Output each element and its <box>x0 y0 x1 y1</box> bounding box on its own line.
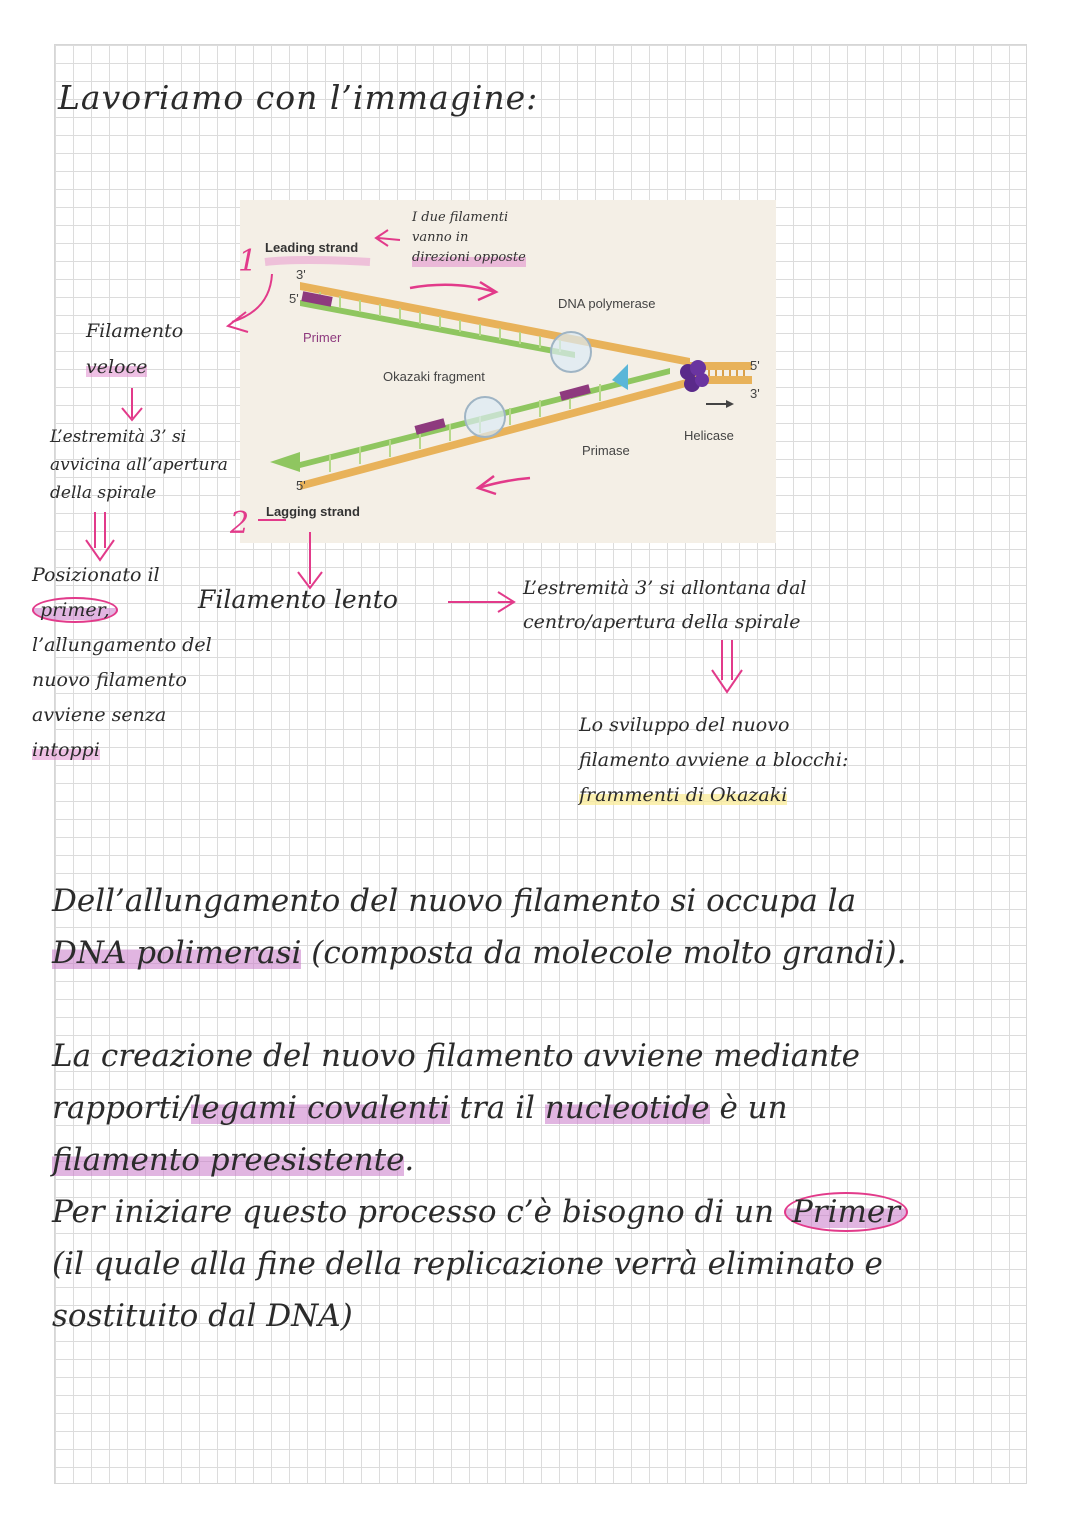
three-end-line-2: avvicina all’apertura <box>50 455 228 475</box>
slow-strand-text: Filamento lento <box>198 585 398 614</box>
development-line-1: Lo sviluppo del nuovo <box>579 714 790 736</box>
para2-line-4: Per iniziare questo processo c’è bisogno di un <box>52 1194 784 1230</box>
primase-label: Primase <box>582 443 630 458</box>
helicase-label: Helicase <box>684 428 734 443</box>
lagging-five-prime: 5' <box>296 478 306 493</box>
helicase-arrowhead <box>726 400 734 408</box>
pen-arrow-right <box>410 285 495 292</box>
paragraph-polymerase <box>52 875 906 979</box>
right-note-bottom <box>579 708 848 813</box>
dna-polymerase-lower <box>465 397 505 437</box>
direction-note-line-2: vanno in <box>412 230 469 245</box>
primer-label: Primer <box>303 330 342 345</box>
right-note-line-1: L’estremità 3’ si allontana dal <box>523 577 807 599</box>
three-end-line-3: della spirale <box>50 483 157 503</box>
fast-strand-word-2: veloce <box>86 356 148 378</box>
para1-line-1: Dell’allungamento del nuovo filamento si occupa la <box>52 883 857 919</box>
duplex-three-prime: 3' <box>750 386 760 401</box>
para1-line-2-rest: (composta da molecole molto grandi). <box>301 935 907 971</box>
primer-note-line-1: Posizionato il <box>32 564 160 586</box>
nucleotide-text: nucleotide <box>544 1090 710 1126</box>
marker-two: 2 <box>230 506 250 541</box>
three-end-note <box>50 423 228 507</box>
fast-strand-word-1: Filamento <box>86 320 184 342</box>
primer-word: primer, <box>32 597 118 623</box>
lagging-strand-label: Lagging strand <box>266 504 360 519</box>
direction-note-line-1: I due filamenti <box>412 210 509 225</box>
direction-note <box>412 208 526 268</box>
leading-three-prime: 3' <box>296 267 306 282</box>
paragraph-creation <box>52 1030 908 1342</box>
fast-strand-note <box>86 316 183 382</box>
dna-polimerasi-text: DNA polimerasi <box>52 935 302 971</box>
leading-five-prime: 5' <box>289 291 299 306</box>
right-note-line-2: centro/apertura della spirale <box>523 611 801 633</box>
legami-covalenti-text: legami covalenti <box>191 1090 450 1126</box>
three-end-line-1: L’estremità 3’ si <box>50 427 187 447</box>
primer-circled-text: Primer <box>784 1192 908 1232</box>
duplex-five-prime: 5' <box>750 358 760 373</box>
direction-note-line-3: direzioni opposte <box>412 248 526 268</box>
slow-strand-note <box>198 585 398 614</box>
primer-note-line-6: intoppi <box>32 739 100 761</box>
para2-line-2-a: rapporti/ <box>52 1090 192 1126</box>
development-line-2: filamento avviene a blocchi: <box>579 749 849 771</box>
right-note-top <box>523 571 806 639</box>
leading-template <box>300 282 690 366</box>
pen-arrow-to-leading <box>376 230 400 246</box>
filamento-preesistente-text: filamento preesistente <box>52 1142 405 1178</box>
okazaki-fragments-text: frammenti di Okazaki <box>579 784 788 806</box>
marker-one: 1 <box>238 244 258 279</box>
dna-replication-diagram <box>240 200 776 543</box>
para2-line-2-c: è un <box>709 1090 788 1126</box>
para2-line-2-b: tra il <box>449 1090 545 1126</box>
primer-note-line-5: avviene senza <box>32 704 167 726</box>
para2-line-3-end: . <box>404 1142 415 1178</box>
primer-note <box>32 558 212 768</box>
okazaki-fragment-label: Okazaki fragment <box>383 369 485 384</box>
dna-polymerase-label: DNA polymerase <box>558 296 656 311</box>
para2-line-1: La creazione del nuovo filamento avviene mediante <box>52 1038 861 1074</box>
leading-underline <box>265 260 370 262</box>
para2-line-5: (il quale alla fine della replicazione verrà eliminato e <box>52 1246 883 1282</box>
primer-note-line-3: l’allungamento del <box>32 634 212 656</box>
leading-strand-label: Leading strand <box>265 240 359 255</box>
dna-polymerase-upper <box>551 332 591 372</box>
page-title: Lavoriamo con l’immagine: <box>58 78 539 117</box>
para2-line-6: sostituito dal DNA) <box>52 1298 353 1334</box>
primer-note-line-4: nuovo filamento <box>32 669 187 691</box>
